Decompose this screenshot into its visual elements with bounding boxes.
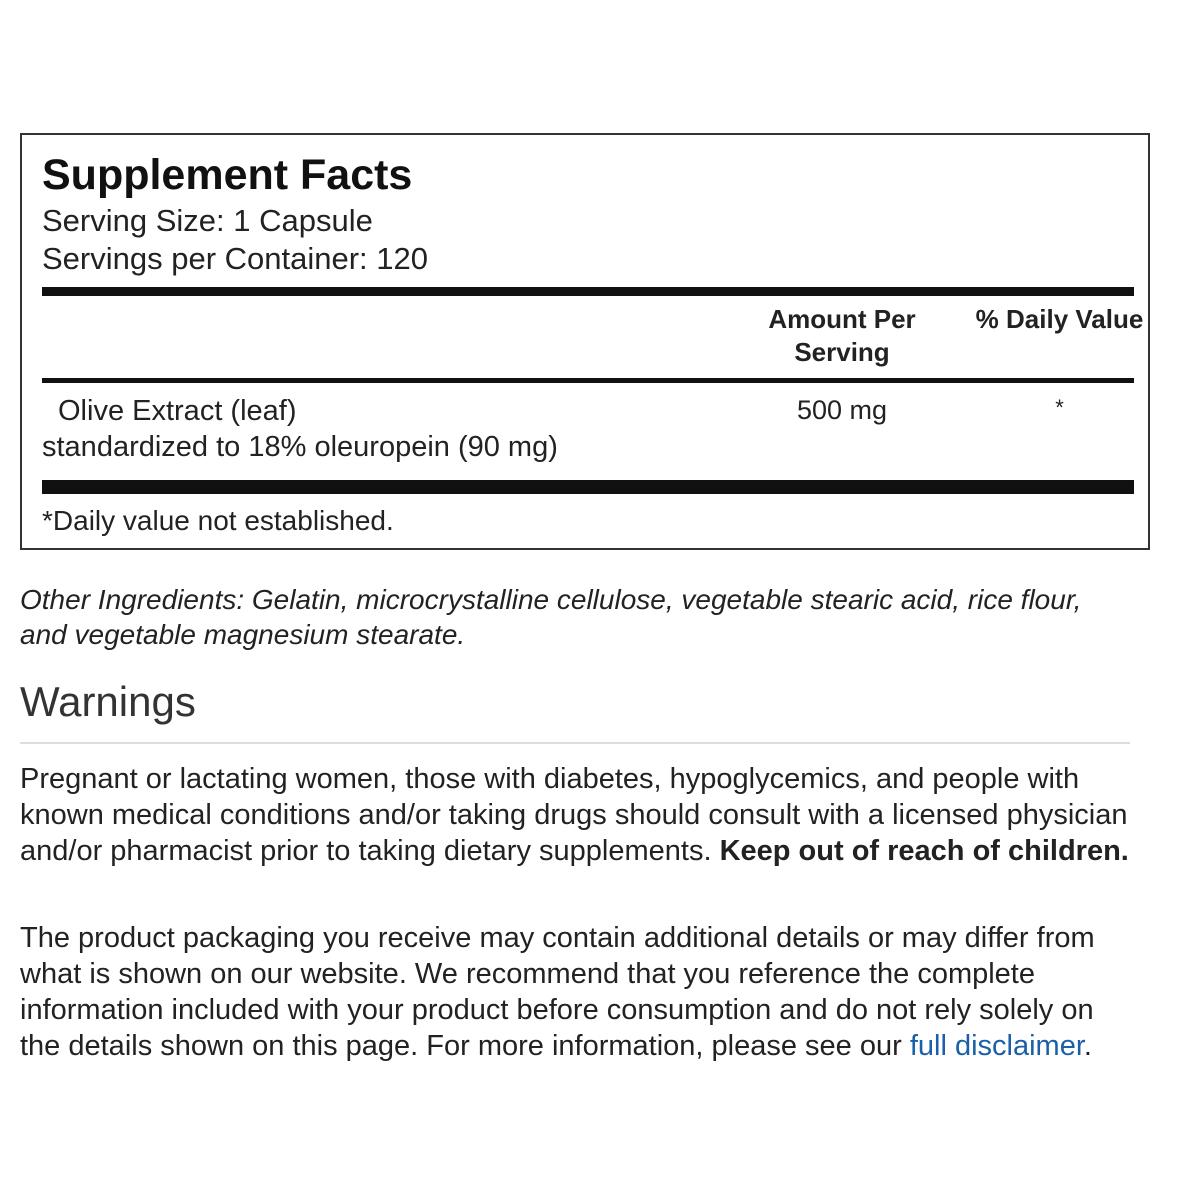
ingredient-name: Olive Extract (leaf) bbox=[58, 395, 297, 427]
daily-value-header: % Daily Value bbox=[975, 304, 1144, 334]
header-divider bbox=[42, 378, 1134, 383]
amount-per-serving-header: Amount Per Serving bbox=[768, 304, 916, 367]
supplement-facts-title: Supplement Facts bbox=[42, 151, 413, 199]
serving-size: Serving Size: 1 Capsule bbox=[42, 203, 373, 238]
warnings-heading: Warnings bbox=[20, 678, 196, 725]
warnings-bold-text: Keep out of reach of children. bbox=[719, 835, 1129, 867]
ingredient-standardization: standardized to 18% oleuropein (90 mg) bbox=[42, 431, 558, 463]
ingredient-amount: 500 mg bbox=[796, 395, 888, 425]
thick-divider-bottom bbox=[42, 480, 1134, 494]
supplement-facts-panel bbox=[20, 133, 1150, 550]
warnings-divider bbox=[20, 742, 1130, 744]
daily-value-footnote: *Daily value not established. bbox=[42, 505, 394, 536]
servings-per-container: Servings per Container: 120 bbox=[42, 241, 429, 276]
disclaimer-text: The product packaging you receive may contain additional details or may differ from what is shown on our website. We recommend that you reference the complete information included with your product before consumption and do not rely solely on the details shown on this page. For more information, please see our bbox=[20, 922, 1095, 1062]
thick-divider-top bbox=[42, 287, 1134, 296]
other-ingredients: Other Ingredients: Gelatin, microcrystalline cellulose, vegetable stearic acid, rice flour, and vegetable magnesium stearate. bbox=[20, 584, 1082, 650]
ingredient-daily-value: * bbox=[1055, 395, 1064, 420]
disclaimer-paragraph bbox=[20, 920, 1135, 1064]
disclaimer-end: . bbox=[1083, 1030, 1092, 1062]
warnings-paragraph bbox=[20, 761, 1135, 869]
full-disclaimer-link[interactable]: full disclaimer bbox=[909, 1030, 1084, 1062]
warnings-text: Pregnant or lactating women, those with diabetes, hypoglycemics, and people with known medical conditions and/or taking drugs should consult with a licensed physician and/or pharmacist prior to taking dietary supplements. bbox=[20, 763, 1128, 867]
